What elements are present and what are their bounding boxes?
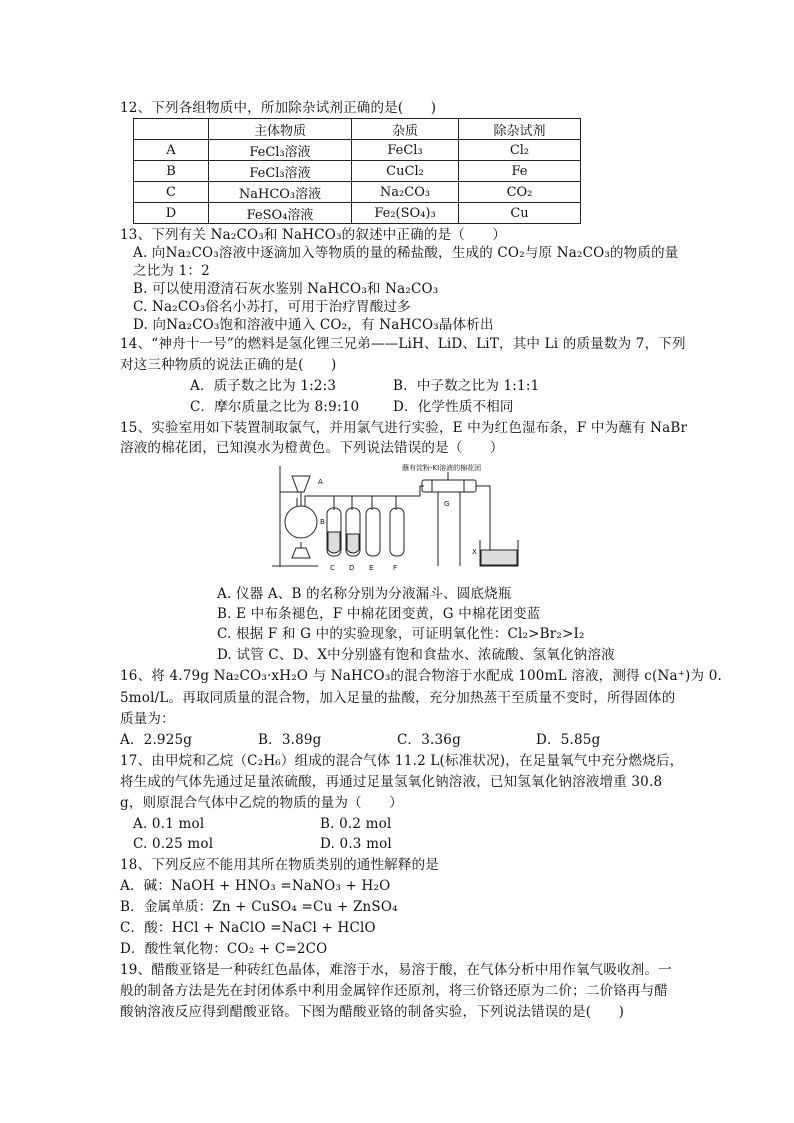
q17-stem-cont2: g，则原混合气体中乙烷的物质的量为（ ） (120, 795, 403, 811)
q16-option-d: D．5.85g (536, 732, 601, 748)
label-x: X (472, 548, 477, 556)
table-cell: A (134, 140, 209, 161)
funnel-a (292, 476, 310, 492)
q17-stem-cont: 将生成的气体先通过足量浓硫酸，再通过足量氢氧化钠溶液，已知氢氧化钠溶液增重 30.8 (120, 774, 663, 790)
q14-option-c: C．摩尔质量之比为 8:9:10 (190, 399, 360, 415)
q19-stem: 19、醋酸亚铬是一种砖红色晶体，难溶于水，易溶于酸，在气体分析中用作氧气吸收剂。一 (120, 962, 672, 978)
table-cell: Cl₂ (459, 140, 581, 161)
q18-option-c: C．酸：HCl + NaClO =NaCl + HClO (120, 920, 376, 936)
q17-option-b: B. 0.2 mol (320, 816, 392, 832)
q13-option-d: D. 向Na₂CO₃饱和溶液中通入 CO₂，有 NaHCO₃晶体析出 (133, 317, 494, 333)
q15-option-a: A. 仪器 A、B 的名称分别为分液漏斗、圆底烧瓶 (217, 586, 512, 602)
q17-option-a: A. 0.1 mol (133, 816, 205, 832)
q18-option-a: A．碱：NaOH + HNO₃ =NaNO₃ + H₂O (120, 878, 391, 894)
liquid-c (328, 532, 340, 553)
q14-option-b: B．中子数之比为 1:1:1 (393, 378, 540, 394)
q15-option-d: D. 试管 C、D、X中分别盛有饱和食盐水、浓硫酸、氢氧化钠溶液 (217, 647, 615, 663)
tube-f (390, 508, 404, 556)
tube-e (366, 508, 380, 556)
table-cell: Fe₂(SO₄)₃ (352, 203, 459, 224)
q12-stem: 12、下列各组物质中，所加除杂试剂正确的是( ) (120, 100, 437, 116)
q13-option-a-cont: 之比为 1：2 (133, 263, 210, 279)
q15-stem: 15、实验室用如下装置制取氯气，并用氯气进行实验，E 中为红色湿布条，F 中为蘸有 NaBr (120, 420, 688, 436)
q18-option-d: D．酸性氧化物：CO₂ + C=2CO (120, 941, 328, 957)
q15-stem-cont: 溶液的棉花团，已知溴水为橙黄色。下列说法错误的是（ ） (120, 440, 504, 456)
table-cell: D (134, 203, 209, 224)
table-cell: FeCl₃ (352, 140, 459, 161)
q15-option-b: B. E 中布条褪色，F 中棉花团变黄，G 中棉花团变蓝 (217, 606, 541, 622)
table-row (134, 140, 581, 161)
table-cell: NaHCO₃溶液 (209, 182, 352, 203)
q16-stem: 16、将 4.79g Na₂CO₃·xH₂O 与 NaHCO₃的混合物溶于水配成 100mL 溶液，测得 c(Na⁺)为 0. (120, 668, 722, 684)
table-header-row (134, 119, 581, 140)
table-cell: C (134, 182, 209, 203)
table-cell: Cu (459, 203, 581, 224)
label-e: E (369, 564, 374, 572)
table-cell: Fe (459, 161, 581, 182)
table-header-cell: 主体物质 (209, 119, 352, 140)
table-cell: CuCl₂ (352, 161, 459, 182)
q14-stem-cont: 对这三种物质的说法正确的是( ) (120, 357, 337, 373)
figure-caption: 蘸有淀粉-KI溶液的棉花团 (402, 464, 482, 472)
q13-stem: 13、下列有关 Na₂CO₃和 NaHCO₃的叙述中正确的是（ ） (120, 227, 507, 243)
q16-option-c: C．3.36g (397, 732, 461, 748)
q16-option-b: B．3.89g (258, 732, 322, 748)
q14-option-d: D．化学性质不相同 (393, 399, 514, 415)
table-header-cell: 除杂试剂 (459, 119, 581, 140)
q16-option-a: A．2.925g (120, 732, 193, 748)
table-cell: FeCl₃溶液 (209, 161, 352, 182)
label-d: D (349, 564, 355, 572)
table-cell: CO₂ (459, 182, 581, 203)
q13-option-c: C. Na₂CO₃俗名小苏打，可用于治疗胃酸过多 (133, 299, 411, 315)
table-row (134, 161, 581, 182)
label-b: B (320, 518, 325, 526)
apparatus-figure (272, 462, 522, 572)
table-row (134, 182, 581, 203)
q16-stem-cont: 5mol/L。再取同质量的混合物，加入足量的盐酸，充分加热蒸干至质量不变时，所得固体的 (120, 690, 676, 706)
flask-b (285, 506, 317, 538)
q19-stem-cont: 般的制备方法是先在封闭体系中利用金属锌作还原剂，将三价铬还原为二价；二价铬再与醋 (120, 983, 668, 999)
liquid-d (347, 534, 359, 553)
label-a: A (318, 478, 323, 486)
q12-table (133, 118, 581, 224)
table-cell: B (134, 161, 209, 182)
q15-option-c: C. 根据 F 和 G 中的实验现象，可证明氧化性：Cl₂>Br₂>I₂ (217, 626, 585, 642)
table-cell: FeCl₃溶液 (209, 140, 352, 161)
q13-option-a: A. 向Na₂CO₃溶液中逐滴加入等物质的量的稀盐酸，生成的 CO₂与原 Na₂CO₃的物质的量 (133, 245, 679, 261)
q16-stem-cont2: 质量为： (120, 711, 175, 727)
q19-stem-cont2: 酸钠溶液反应得到醋酸亚铬。下图为醋酸亚铬的制备实验，下列说法错误的是( ) (120, 1004, 625, 1020)
q13-option-b: B. 可以使用澄清石灰水鉴别 NaHCO₃和 Na₂CO₃ (133, 281, 439, 297)
q18-stem: 18、下列反应不能用其所在物质类别的通性解释的是 (120, 857, 439, 873)
q18-option-b: B．金属单质：Zn + CuSO₄ =Cu + ZnSO₄ (120, 899, 398, 915)
tube-g (422, 480, 476, 492)
table-header-cell: 杂质 (352, 119, 459, 140)
q14-option-a: A．质子数之比为 1:2:3 (190, 378, 337, 394)
q17-stem: 17、由甲烷和乙烷（C₂H₆）组成的混合气体 11.2 L(标准状况)，在足量氧气中充分燃烧后， (120, 753, 684, 769)
table-row (134, 203, 581, 224)
table-cell: FeSO₄溶液 (209, 203, 352, 224)
q14-stem: 14、“神舟十一号”的燃料是氢化锂三兄弟——LiH、LiD、LiT，其中 Li 的质量数为 7，下列 (120, 336, 686, 352)
label-f: F (393, 564, 398, 572)
label-g: G (444, 500, 450, 508)
label-c: C (330, 564, 335, 572)
table-header-cell (134, 119, 209, 140)
q17-option-c: C. 0.25 mol (133, 836, 214, 852)
alcohol-lamp (292, 548, 310, 558)
table-cell: Na₂CO₃ (352, 182, 459, 203)
q17-option-d: D. 0.3 mol (320, 836, 392, 852)
